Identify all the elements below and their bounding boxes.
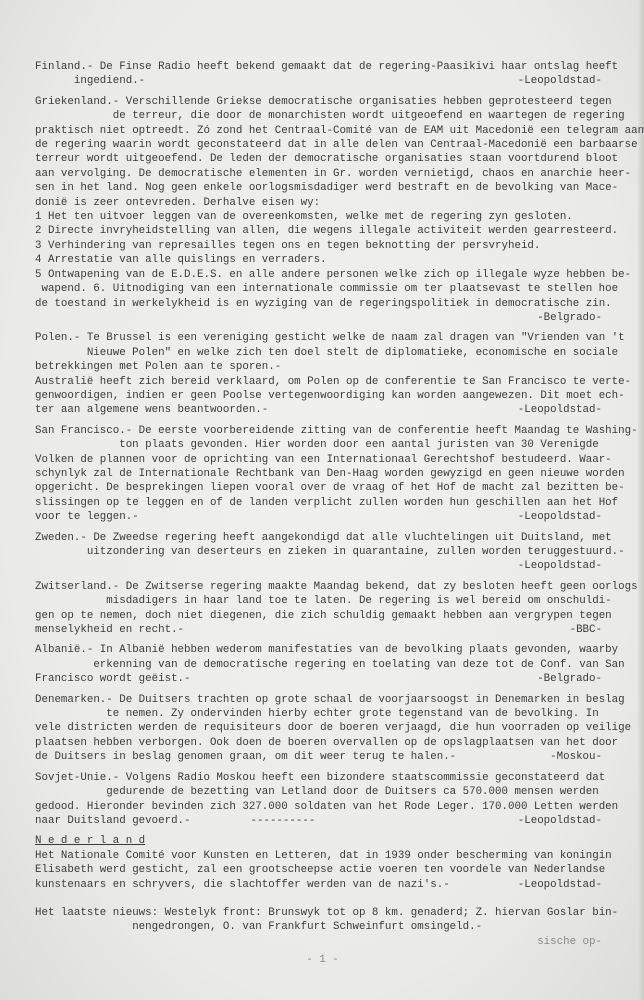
text-line — [35, 60, 619, 74]
list-item — [35, 210, 610, 224]
source-label: -Leopoldstad- — [517, 560, 602, 573]
text: 5 Ontwapening van de E.D.E.S. en alle andere personen welke zich op illegale wyze hebben be- — [35, 268, 632, 281]
text-line — [35, 95, 610, 109]
text-line — [35, 531, 610, 545]
text: Het Nationale Comité voor Kunsten en Letteren, dat in 1939 onder bescherming van koningin — [35, 849, 612, 862]
text-line — [35, 181, 619, 195]
text: vele districten werden de requisiteurs door de boeren verjaagd, die hun voorraden op veilige — [35, 722, 632, 735]
source-label: -Leopoldstad- — [517, 404, 602, 417]
text: 1 Het ten uitvoer leggen van de overeenkomsten, welke met de regering zyn gesloten. — [35, 211, 573, 224]
text: Australië heeft zich bereid verklaard, om Polen op de conferentie te San Francisco te verte- — [35, 375, 632, 388]
text: misdadigers in haar land toe te laten. De regering is wel bereid om onschuldi- — [106, 595, 612, 608]
text: donië is zeer ontevreden. Derhalve eisen wy: — [35, 196, 321, 209]
source-label: -Leopoldstad- — [517, 75, 602, 88]
text-line — [35, 849, 610, 863]
source-label: -Moskou- — [550, 751, 602, 764]
text: gedurende de bezetting van Letland door de Duitsers ca 570.000 mensen werden — [106, 786, 599, 799]
source-label: -Leopoldstad- — [517, 511, 602, 524]
text-line — [35, 785, 610, 799]
text: gen op te nemen, doch niet diegenen, die zich schuldig gemaakt hebben aan vergrypen tegen — [35, 609, 612, 622]
text-line — [35, 453, 610, 467]
typewritten-news-bulletin — [35, 60, 644, 968]
text: te nemen. Zy ondervinden hierby echter grote tegenstand van de bevolking. In — [106, 708, 599, 721]
text-line — [35, 282, 619, 296]
text: de terreur, die door de monarchisten wordt uitgeoefend en waartegen de regering — [112, 110, 625, 123]
news-item-polen — [35, 331, 632, 417]
text-line — [35, 643, 619, 657]
text: Finland.- De Finse Radio heeft bekend gemaakt dat de regering-Paasikivi haar ontslag heeft — [35, 61, 619, 73]
text-line — [35, 920, 610, 934]
text-line — [35, 152, 619, 166]
text-line — [35, 424, 638, 438]
list-item — [35, 253, 610, 267]
text-line — [35, 721, 632, 735]
text: genwoordigen, indien er geen Poolse vertegenwoordiging kan worden aangewezen. Dit moet ech- — [35, 389, 625, 402]
text: sische op- — [537, 935, 602, 948]
text-line — [35, 403, 610, 417]
source-label: -Leopoldstad- — [517, 878, 602, 891]
text: aan vervolging. De democratische elementen in Gr. worden vernietigd, chaos en anarchie heer- — [35, 167, 632, 180]
section-divider: ---------- — [250, 814, 316, 827]
text: naar Duitsland gevoerd.- — [35, 814, 191, 827]
text-line — [35, 510, 610, 524]
text-line — [35, 878, 610, 892]
text: de Duitsers in beslag genomen graan, om dit weer terug te halen.- — [35, 751, 457, 764]
text: terreur wordt uitgeoefend. De leden der democratische organisaties staan voortdurend bloot — [35, 153, 619, 166]
text-line — [35, 167, 632, 181]
text: 3 Verhindering van represailles tegen ons en tegen beknotting der persvryheid. — [35, 239, 541, 252]
news-item-san-francisco — [35, 424, 638, 525]
text: Polen.- Te Brussel is een vereniging gesticht welke de naam zal dragen van "Vrienden van 't — [35, 332, 625, 345]
text-line — [35, 331, 625, 345]
text: 4 Arrestatie van alle quislings en verraders. — [35, 254, 327, 267]
source-label: -Belgrado- — [537, 311, 602, 324]
text: sen in het land. Nog geen enkele oorlogsmisdadiger werd bestraft en de bevolking van Mace- — [35, 182, 619, 195]
news-item-laatste-nieuws — [35, 906, 619, 949]
text-line — [35, 906, 619, 920]
text: Nieuwe Polen" en welke zich ten doel stelt de diplomatieke, economische en sociale — [86, 346, 619, 359]
text: ter aan algemene wens beantwoorden.- — [35, 404, 269, 417]
text-line — [35, 389, 625, 403]
news-item-finland — [35, 60, 619, 89]
text-line — [35, 74, 610, 88]
text: opgericht. De besprekingen liepen vooral over de vraag of het Hof de macht zal bezitten be- — [35, 482, 625, 495]
news-item-zwitserland — [35, 580, 638, 638]
source-label: -Belgrado- — [537, 673, 602, 686]
text: plaatsen hebben verborgen. Ook doen de boeren overvallen op de opslagplaatsen van het door — [35, 736, 619, 749]
text: ton plaats gevonden. Hier worden door een aantal juristen van 30 Verenigde — [119, 439, 599, 452]
list-item — [35, 239, 610, 253]
text: Francisco wordt geëist.- — [35, 673, 191, 686]
text-line — [35, 196, 610, 210]
text: slissingen op te leggen en of de landen verplicht zullen worden hun geschillen aan het Hof — [35, 496, 619, 509]
text-line — [35, 707, 610, 721]
text: ingediend.- — [73, 75, 146, 88]
text-line — [35, 467, 625, 481]
text: menselykheid en recht.- — [35, 624, 185, 637]
text: Sovjet-Unie.- Volgens Radio Moskou heeft een bizondere staatscommissie geconstateerd dat — [35, 771, 606, 784]
text-line — [35, 609, 610, 623]
news-item-griekenland — [35, 95, 644, 326]
text: Albanië.- In Albanië hebben wederom manifestaties van de bevolking plaats gevonden, waarby — [35, 644, 619, 657]
text-line — [35, 594, 610, 608]
text: Het laatste nieuws: Westelyk front: Brunswyk tot op 8 km. genaderd; Z. hiervan Goslar bin- — [35, 906, 619, 919]
text: kunstenaars en schryvers, die slachtoffer werden van de nazi's.- — [35, 878, 450, 891]
text: Volken de plannen voor de oprichting van een Internationaal Gerechtshof bestudeerd. Waar- — [35, 453, 612, 466]
news-item-denemarken — [35, 693, 632, 765]
text: Zweden.- De Zweedse regering heeft aangekondigd dat alle vluchtelingen uit Duitsland, met — [35, 531, 612, 544]
text: Zwitserland.- De Zwitserse regering maakte Maandag bekend, dat zy besloten heeft geen oorlogs — [35, 580, 638, 593]
text-line — [35, 750, 610, 764]
text-line — [35, 138, 638, 152]
text: betrekkingen met Polen aan te sporen.- — [35, 361, 282, 374]
text-line — [35, 800, 619, 814]
text: gedood. Hieronder bevinden zich 327.000 soldaten van het Rode Leger. 170.000 Letten werden — [35, 800, 619, 813]
text: nengedrongen, O. van Frankfurt Schweinfurt omsingeld.- — [132, 921, 483, 934]
news-item-zweden — [35, 531, 625, 574]
text-line — [35, 623, 610, 637]
paper-edge — [638, 0, 644, 1000]
text-line — [35, 693, 625, 707]
text-line — [35, 863, 610, 877]
page-number: - 1 - — [306, 954, 339, 967]
text-line — [35, 360, 610, 374]
news-item-sovjet-unie — [35, 771, 619, 829]
text: 2 Directe invryheidstelling van allen, die wegens illegale activiteit werden gearresteerd. — [35, 225, 619, 238]
text-line — [35, 935, 610, 949]
text-line — [35, 438, 610, 452]
text-line — [35, 545, 625, 559]
text-line — [35, 297, 610, 311]
text: Elisabeth werd gesticht, zal een grootscheepse actie voeren ten voordele van Nederlandse — [35, 864, 606, 877]
news-item-albanie — [35, 643, 625, 686]
text-line — [35, 658, 625, 672]
text: praktisch niet optreedt. Zó zond het Centraal-Comité van de EAM uit Macedonië een telegram aan — [35, 124, 644, 137]
text-line — [35, 736, 619, 750]
source-label: -BBC- — [569, 624, 602, 637]
news-item-nederland — [35, 834, 610, 892]
list-item — [35, 224, 619, 238]
text: Denemarken.- De Duitsers trachten op grote schaal de voorjaarsoogst in Denemarken in beslag — [35, 693, 625, 706]
text: de regering waarin wordt geconstateerd dat in alle delen van Centraal-Macedonië een barbaarse — [35, 139, 638, 152]
text-line — [35, 124, 644, 138]
text-line — [35, 771, 610, 785]
text-line — [35, 481, 625, 495]
text: wapend. 6. Uitnodiging van een internationale commissie om ter plaatsevast te stellen hoe — [41, 283, 619, 296]
text: de toestand in werkelykheid is en wyziging van de regeringspolitiek in democratische zin. — [35, 297, 612, 310]
source-line — [35, 311, 610, 325]
text: voor te leggen.- — [35, 511, 139, 524]
text: San Francisco.- De eerste voorbereidende zitting van de conferentie heeft Maandag te Washing- — [35, 424, 638, 437]
text: uitzondering van deserteurs en zieken in quarantaine, zullen worden teruggestuurd.- — [86, 546, 625, 558]
section-heading: N e d e r l a n d — [35, 835, 146, 848]
text-line — [35, 109, 625, 123]
text-line — [35, 580, 638, 594]
text: schynlyk zal de Internationale Rechtbank van Den-Haag worden gewyzigd en geen nieuwe worden — [35, 467, 625, 480]
text-line — [35, 346, 619, 360]
text-line — [35, 672, 610, 686]
text-line — [35, 814, 610, 828]
text: Griekenland.- Verschillende Griekse democratische organisaties hebben geprotesteerd tegen — [35, 95, 612, 108]
source-line — [35, 559, 610, 573]
text-line — [35, 375, 632, 389]
text-line — [35, 496, 619, 510]
list-item — [35, 268, 632, 282]
source-label: -Leopoldstad- — [517, 814, 602, 827]
text: erkenning van de democratische regering en toelating van deze tot de Conf. van San — [93, 658, 625, 671]
